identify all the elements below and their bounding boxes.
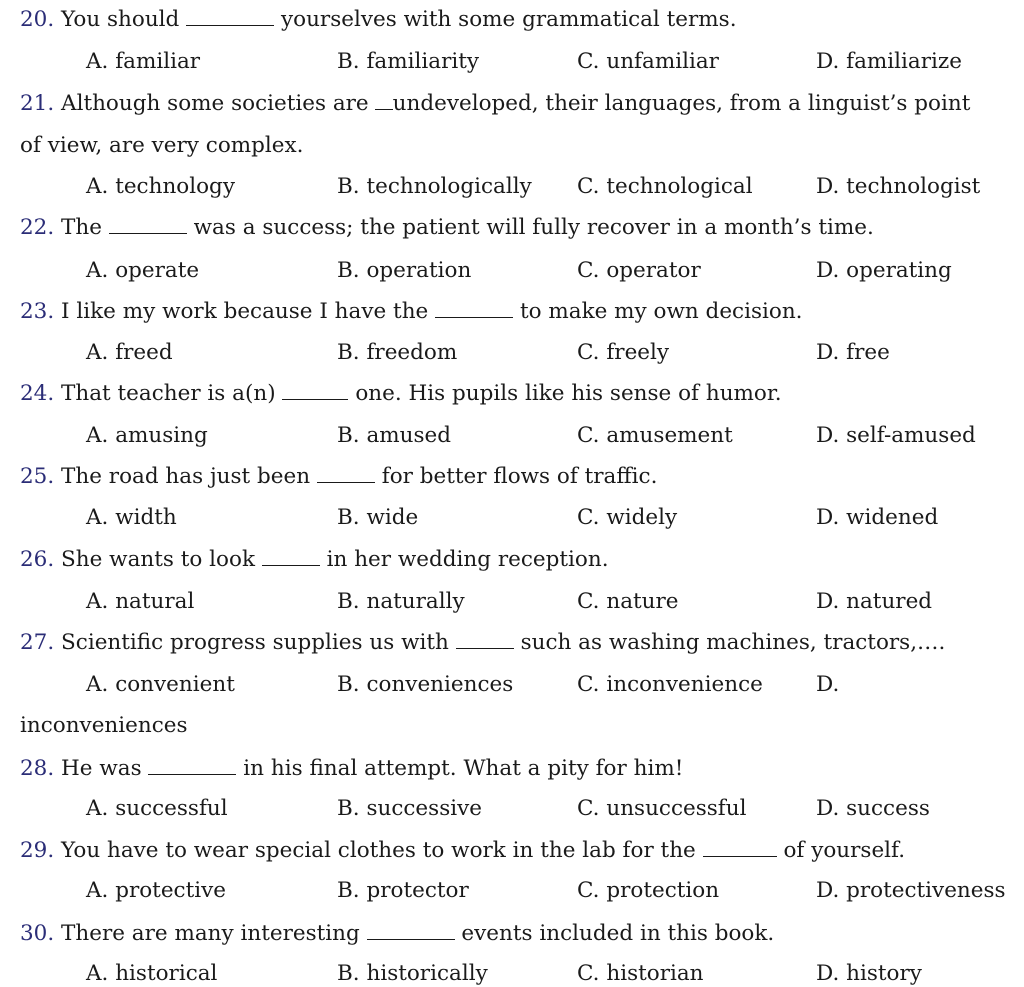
option-b: B. protector bbox=[337, 878, 469, 903]
answer-blank bbox=[703, 838, 777, 857]
option-c: C. technological bbox=[577, 174, 753, 199]
option-d: D. bbox=[816, 672, 840, 697]
answer-blank bbox=[109, 215, 187, 234]
option-c: C. freely bbox=[577, 340, 670, 365]
question-stem-start: There are many interesting bbox=[61, 921, 360, 946]
option-c: C. nature bbox=[577, 589, 679, 614]
question-stem-start: She wants to look bbox=[61, 547, 255, 572]
question-stem-start: He was bbox=[61, 756, 142, 781]
option-a: A. successful bbox=[86, 796, 228, 821]
question-stem-start: You have to wear special clothes to work in the lab for the bbox=[61, 838, 696, 863]
question-stem-end: events included in this book. bbox=[461, 921, 775, 946]
option-b: B. technologically bbox=[337, 174, 532, 199]
option-d: D. success bbox=[816, 796, 930, 821]
question-stem-end: for better flows of traffic. bbox=[381, 464, 658, 489]
option-a: A. freed bbox=[86, 340, 173, 365]
question-22 bbox=[20, 215, 874, 241]
option-a: A. operate bbox=[86, 258, 200, 283]
question-28 bbox=[20, 756, 683, 782]
option-a: A. protective bbox=[86, 878, 226, 903]
question-number: 24. bbox=[20, 381, 55, 406]
option-d: D. protectiveness bbox=[816, 878, 1006, 903]
answer-blank bbox=[148, 756, 236, 775]
option-c: C. historian bbox=[577, 961, 704, 986]
question-number: 30. bbox=[20, 921, 55, 946]
option-c: C. widely bbox=[577, 505, 678, 530]
option-c: C. protection bbox=[577, 878, 720, 903]
question-23 bbox=[20, 299, 803, 325]
answer-blank bbox=[262, 547, 320, 566]
question-stem-end: one. His pupils like his sense of humor. bbox=[355, 381, 782, 406]
question-number: 29. bbox=[20, 838, 55, 863]
option-d: D. free bbox=[816, 340, 890, 365]
question-stem-start: Although some societies are bbox=[61, 91, 369, 116]
option-d: D. widened bbox=[816, 505, 939, 530]
option-b: B. historically bbox=[337, 961, 488, 986]
option-c: C. unsuccessful bbox=[577, 796, 747, 821]
option-a: A. convenient bbox=[86, 672, 235, 697]
answer-blank bbox=[282, 381, 348, 400]
option-b: B. naturally bbox=[337, 589, 465, 614]
option-d: D. self-amused bbox=[816, 423, 976, 448]
option-b: B. amused bbox=[337, 423, 452, 448]
question-stem-end: to make my own decision. bbox=[519, 299, 803, 324]
question-stem-end: in his final attempt. What a pity for him! bbox=[243, 756, 684, 781]
answer-blank bbox=[317, 464, 375, 483]
option-a: A. amusing bbox=[86, 423, 208, 448]
option-b: B. operation bbox=[337, 258, 472, 283]
question-stem-start: That teacher is a(n) bbox=[61, 381, 276, 406]
question-stem-start: The bbox=[61, 215, 102, 240]
option-d-wrap bbox=[20, 713, 188, 739]
option-d: D. natured bbox=[816, 589, 933, 614]
question-stem-end: yourselves with some grammatical terms. bbox=[281, 7, 737, 32]
answer-blank bbox=[375, 91, 393, 110]
option-d: D. operating bbox=[816, 258, 952, 283]
question-stem-line2: of view, are very complex. bbox=[20, 133, 304, 158]
question-29 bbox=[20, 838, 905, 864]
question-21 bbox=[20, 91, 970, 117]
question-number: 21. bbox=[20, 91, 55, 116]
question-number: 25. bbox=[20, 464, 55, 489]
option-b: B. freedom bbox=[337, 340, 458, 365]
question-20 bbox=[20, 7, 737, 33]
question-stem-start: You should bbox=[61, 7, 180, 32]
option-b: B. familiarity bbox=[337, 49, 480, 74]
question-stem-start: Scientific progress supplies us with bbox=[61, 630, 449, 655]
question-stem-end: in her wedding reception. bbox=[326, 547, 609, 572]
option-d: D. technologist bbox=[816, 174, 981, 199]
option-b: B. successive bbox=[337, 796, 482, 821]
answer-blank bbox=[435, 299, 513, 318]
question-25 bbox=[20, 464, 657, 490]
option-d-continued: inconveniences bbox=[20, 713, 188, 738]
question-stem-end: of yourself. bbox=[783, 838, 906, 863]
answer-blank bbox=[456, 630, 514, 649]
option-d: D. familiarize bbox=[816, 49, 962, 74]
question-27 bbox=[20, 630, 945, 656]
question-number: 23. bbox=[20, 299, 55, 324]
option-a: A. technology bbox=[86, 174, 235, 199]
question-26 bbox=[20, 547, 609, 573]
question-stem-end: such as washing machines, tractors,…. bbox=[520, 630, 946, 655]
option-c: C. unfamiliar bbox=[577, 49, 719, 74]
question-21-continued bbox=[20, 133, 303, 159]
option-c: C. amusement bbox=[577, 423, 733, 448]
question-number: 20. bbox=[20, 7, 55, 32]
question-number: 22. bbox=[20, 215, 55, 240]
option-b: B. wide bbox=[337, 505, 419, 530]
question-number: 28. bbox=[20, 756, 55, 781]
question-stem-start: The road has just been bbox=[61, 464, 311, 489]
answer-blank bbox=[186, 7, 274, 26]
question-24 bbox=[20, 381, 782, 407]
question-stem-start: I like my work because I have the bbox=[61, 299, 429, 324]
option-b: B. conveniences bbox=[337, 672, 514, 697]
option-a: A. historical bbox=[86, 961, 218, 986]
question-stem-end: undeveloped, their languages, from a linguist’s point bbox=[392, 91, 971, 116]
option-a: A. width bbox=[86, 505, 177, 530]
option-a: A. natural bbox=[86, 589, 195, 614]
option-a: A. familiar bbox=[86, 49, 201, 74]
question-number: 26. bbox=[20, 547, 55, 572]
question-number: 27. bbox=[20, 630, 55, 655]
answer-blank bbox=[367, 921, 455, 940]
question-30 bbox=[20, 921, 774, 947]
option-c: C. inconvenience bbox=[577, 672, 763, 697]
option-c: C. operator bbox=[577, 258, 701, 283]
question-stem-end: was a success; the patient will fully recover in a month’s time. bbox=[193, 215, 874, 240]
option-d: D. history bbox=[816, 961, 922, 986]
